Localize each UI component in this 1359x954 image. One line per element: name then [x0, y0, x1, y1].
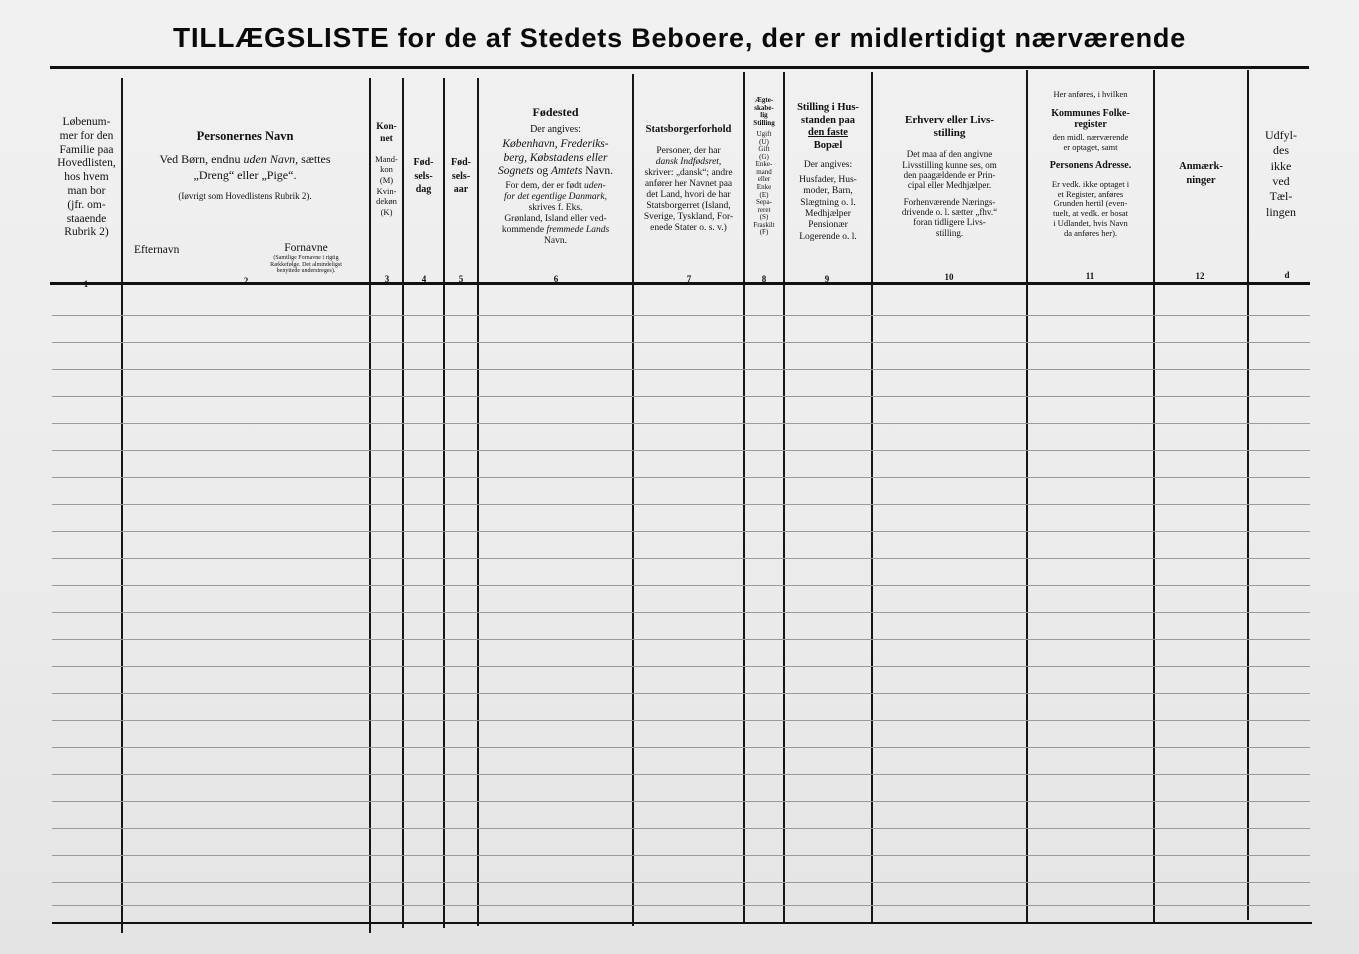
column-heading: skabe- — [754, 103, 774, 112]
header-line: Fød- — [451, 157, 471, 168]
header-line: den midl. nærværende — [1052, 131, 1129, 142]
column-heading: Kommunes Folke- — [1051, 107, 1130, 119]
header-line: i Udlandet, hvis Navn — [1053, 217, 1128, 228]
header-line: (M) — [379, 175, 394, 185]
header-line: Her anføres, i hvilken — [1053, 90, 1128, 99]
column-number: 9 — [824, 274, 830, 284]
column-number: 4 — [421, 274, 427, 284]
header-line: Familie paa — [59, 143, 114, 156]
row-rule — [52, 558, 1310, 559]
header-line: Personer, der har — [656, 146, 721, 157]
column-heading: net — [380, 133, 393, 144]
table-bottom-border — [52, 922, 1312, 924]
header-line — [479, 225, 632, 236]
column-heading: standen paa — [801, 114, 855, 126]
column-heading: den faste — [808, 127, 848, 139]
column-5-header — [445, 156, 477, 197]
header-text-italic: Amtets — [551, 164, 583, 177]
header-line: Enke — [756, 183, 772, 192]
header-line: Sverige, Tyskland, For- — [643, 211, 734, 222]
column-number: 11 — [1085, 271, 1095, 281]
column-3-header — [371, 122, 402, 218]
row-rule — [52, 612, 1310, 613]
column-heading: Statsborgerforhold — [645, 124, 732, 135]
header-line: (G) — [759, 152, 769, 161]
row-rule — [52, 504, 1310, 505]
header-line: Tæl- — [1269, 189, 1293, 204]
header-line: Mand- — [375, 153, 398, 164]
column-number: 2 — [243, 276, 249, 286]
header-text-italic: fremmede Lands — [546, 224, 610, 235]
header-line: mer for den — [59, 129, 114, 142]
header-line: Forhenværende Nærings- — [903, 196, 996, 207]
column-heading: Personernes Navn — [196, 129, 294, 143]
header-text: og — [533, 164, 552, 177]
header-line — [479, 165, 632, 178]
column-number: d — [1284, 270, 1290, 280]
header-line: cipal eller Medhjælper. — [907, 180, 992, 191]
form-title-rest: for de af Stedets Beboere, der er midlertidigt nærværende — [397, 23, 1187, 53]
header-line: (U) — [759, 137, 769, 146]
header-line: Fraskilt — [753, 220, 775, 229]
header-line: des — [1273, 143, 1289, 158]
table-top-border — [50, 66, 1309, 69]
header-line-italic: dansk Indfødsret, — [655, 156, 722, 167]
header-line: Rubrik 2) — [64, 226, 109, 239]
header-line: det Land, hvori de har — [646, 189, 731, 200]
row-rule — [52, 855, 1310, 856]
column-1-header — [52, 116, 121, 240]
header-line: Hovedlisten, — [57, 157, 116, 170]
column-number: 1 — [83, 279, 89, 289]
column-heading: Personens Adresse. — [1049, 160, 1132, 172]
row-rule — [52, 369, 1310, 370]
column-11-header — [1028, 90, 1153, 238]
column-8-header — [745, 97, 783, 237]
column-12-header — [1155, 160, 1247, 187]
column-heading: lig — [760, 111, 768, 120]
header-line: Løbenum- — [62, 116, 111, 128]
header-line: (jfr. om- — [67, 198, 106, 211]
header-line: „Dreng“ eller „Pige“. — [193, 167, 297, 182]
row-rule — [52, 477, 1310, 478]
header-line-italic: berg, Købstadens eller — [503, 151, 608, 164]
header-note: (Iøvrigt som Hovedlistens Rubrik 2). — [178, 191, 312, 202]
header-line: moder, Barn, — [803, 186, 853, 197]
row-rule — [52, 639, 1310, 640]
header-line: Grønland, Island eller ved- — [504, 213, 607, 224]
header-line: Gift — [758, 145, 770, 154]
header-text-italic: Sognets — [497, 164, 534, 177]
column-heading: Stilling — [753, 118, 775, 127]
header-line: skriver: „dansk“; andre — [644, 167, 733, 178]
header-line: enede Stater o. s. v.) — [650, 222, 727, 233]
header-text: sættes — [298, 152, 331, 167]
header-line: Husfader, Hus- — [799, 174, 857, 185]
header-line: drivende o. l. sætter „fhv.“ — [901, 207, 998, 217]
header-line: den paagældende er Prin- — [903, 169, 996, 180]
header-line — [479, 181, 632, 192]
column-number: 7 — [686, 274, 692, 284]
header-line: Der angives: — [530, 123, 581, 135]
header-line: (K) — [380, 206, 393, 217]
row-rule — [52, 905, 1310, 906]
header-line: et Register, anføres — [1057, 188, 1124, 199]
column-number: 5 — [458, 274, 464, 284]
header-line: staaende — [66, 212, 107, 225]
header-line: Ugift — [756, 130, 772, 139]
header-line: reret — [757, 205, 771, 214]
header-line: Grunden hertil (even- — [1053, 198, 1128, 209]
column-number: 6 — [553, 274, 559, 284]
column-7-header — [634, 124, 743, 233]
header-line: tuelt, at vedk. er bosat — [1052, 208, 1129, 219]
form-title — [0, 22, 1359, 54]
header-line: hos hvem — [64, 171, 109, 184]
header-line: Kvin- — [376, 185, 397, 196]
header-line: anfører her Navnet paa — [644, 178, 733, 189]
header-text: Navn. — [582, 164, 613, 177]
row-rule — [52, 693, 1310, 694]
header-line: Anmærk- — [1179, 161, 1223, 172]
row-rule — [52, 423, 1310, 424]
header-line: ninger — [1186, 174, 1216, 186]
column-9-header — [785, 102, 871, 243]
header-line: dag — [415, 184, 432, 195]
header-line: Er vedk. ikke optaget i — [1051, 178, 1130, 189]
row-rule — [52, 396, 1310, 397]
column-heading: Bopæl — [813, 139, 843, 151]
row-rule — [52, 315, 1310, 316]
header-line: Logerende o. l. — [799, 231, 857, 242]
header-line: kon — [380, 164, 393, 175]
row-rule — [52, 666, 1310, 667]
column-13-header — [1249, 128, 1313, 220]
sub-heading-note: (Samtlige Fornavne i rigtig Rækkefølge. Det almindeligst benyttede understreges). — [270, 255, 342, 274]
header-text-italic: uden- — [583, 180, 606, 191]
header-line: mand — [756, 167, 772, 176]
header-line: sels- — [451, 170, 471, 182]
header-line: dekøn — [376, 196, 397, 207]
row-rule — [52, 585, 1310, 586]
column-heading: register — [1074, 119, 1107, 131]
header-line: (F) — [759, 228, 769, 237]
column-2-sub-right — [246, 242, 366, 274]
header-line: aar — [453, 184, 469, 195]
header-line: skrives f. Eks. — [528, 202, 583, 213]
header-line: er optaget, samt — [1063, 141, 1118, 152]
header-line: ikke — [1270, 158, 1292, 173]
header-line: Udfyl- — [1265, 128, 1297, 142]
header-line — [124, 152, 366, 168]
column-heading: Stilling i Hus- — [797, 102, 859, 113]
column-2-header — [124, 128, 366, 203]
header-line: sels- — [414, 170, 433, 182]
header-line: Det maa af den angivne — [906, 149, 993, 160]
column-heading: Fødested — [532, 106, 579, 119]
header-text-italic: uden Navn, — [243, 152, 299, 167]
header-text: For dem, der er født — [505, 180, 584, 191]
header-line: Livsstilling kunne ses, om — [902, 159, 997, 170]
header-line: Sepa- — [756, 198, 772, 207]
header-text: Ved Børn, endnu — [159, 152, 244, 167]
header-line: Enke- — [755, 160, 773, 169]
column-heading: Kon- — [376, 122, 397, 132]
header-line: Statsborgerret (Island, — [646, 200, 731, 211]
column-divider-1 — [121, 78, 123, 933]
header-line-italic: for det egentlige Danmark, — [504, 191, 607, 202]
column-heading: stilling — [933, 126, 966, 139]
column-4-header — [404, 156, 443, 197]
header-line: Slægtning o. l. — [800, 197, 856, 208]
row-rule — [52, 828, 1310, 829]
sub-heading: Fornavne — [284, 242, 328, 254]
header-line: foran tidligere Livs- — [913, 217, 986, 228]
column-heading: Ægte- — [754, 97, 774, 104]
row-rule — [52, 720, 1310, 721]
row-rule — [52, 747, 1310, 748]
header-line: (S) — [759, 213, 769, 222]
header-text: kommende — [501, 224, 547, 235]
row-rule — [52, 801, 1310, 802]
header-line-italic: København, Frederiks- — [502, 138, 609, 151]
header-line: lingen — [1266, 204, 1296, 219]
header-line: Navn. — [544, 235, 567, 246]
header-line: stilling. — [935, 227, 964, 238]
header-line: man bor — [67, 184, 106, 197]
column-2-sub-left — [134, 244, 206, 257]
column-10-header — [873, 114, 1026, 238]
header-line: ved — [1272, 174, 1290, 189]
column-number: 3 — [384, 274, 390, 284]
row-rule — [52, 450, 1310, 451]
header-line: eller — [757, 175, 771, 184]
row-rule — [52, 531, 1310, 532]
header-line: Pensionær — [808, 220, 848, 231]
row-rule — [52, 882, 1310, 883]
column-number: 10 — [944, 272, 954, 282]
column-number: 12 — [1195, 271, 1205, 281]
column-divider-11 — [1153, 70, 1155, 922]
column-number: 8 — [761, 274, 767, 284]
sub-heading: Efternavn — [134, 244, 180, 256]
form-title-lead: TILLÆGSLISTE — [172, 22, 390, 53]
header-line: Fød- — [413, 157, 434, 168]
header-line: Der angives: — [803, 160, 853, 171]
column-6-header — [479, 106, 632, 246]
header-line: da anføres her). — [1063, 227, 1118, 238]
row-rule — [52, 774, 1310, 775]
column-heading: Erhverv eller Livs- — [905, 114, 994, 126]
header-line: (E) — [759, 190, 769, 199]
header-line: Medhjælper — [805, 208, 851, 219]
row-rule — [52, 342, 1310, 343]
